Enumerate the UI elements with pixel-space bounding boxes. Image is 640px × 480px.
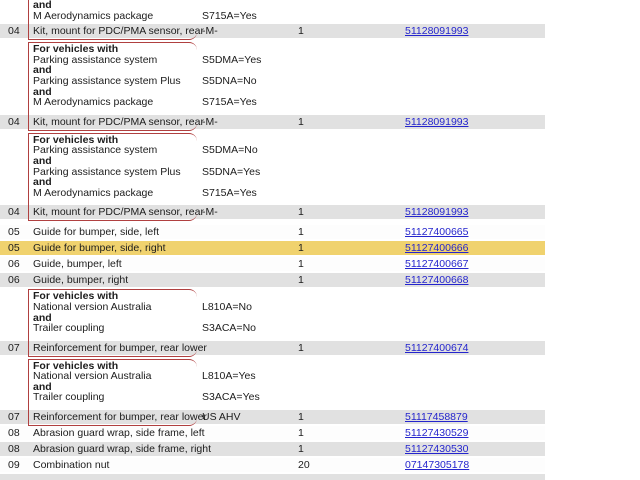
part-description: Guide for bumper, side, left [33, 226, 160, 239]
condition-line [0, 323, 545, 334]
part-description: Kit, mount for PDC/PMA sensor, rear [33, 115, 204, 128]
part-number-cell [405, 274, 545, 286]
condition-line [0, 76, 545, 87]
condition-code: S5DNA=Yes [202, 165, 261, 178]
part-code: -M- [202, 25, 218, 38]
alternative-parts-group [0, 42, 545, 131]
item-number: 08 [8, 427, 20, 440]
condition-code: S5DNA=No [202, 74, 257, 87]
item-number: 04 [8, 25, 20, 38]
part-number-link[interactable]: 51117458879 [405, 411, 468, 424]
table-row[interactable] [0, 341, 545, 355]
part-number-link[interactable]: 07147305178 [405, 459, 470, 472]
part-quantity: 1 [298, 427, 304, 440]
alternative-parts-group [0, 0, 545, 40]
item-number: 07 [8, 411, 20, 424]
part-number-cell [405, 411, 545, 423]
part-code: -M- [202, 206, 218, 219]
part-number-link[interactable]: 51127400665 [405, 226, 469, 239]
part-number-cell [405, 342, 545, 354]
condition-line [0, 167, 545, 178]
table-row[interactable] [0, 458, 545, 472]
part-description: Kit, mount for PDC/PMA sensor, rear [33, 25, 204, 38]
part-number-cell [405, 258, 545, 270]
part-description: Guide, bumper, right [33, 274, 129, 287]
part-number-cell [405, 226, 545, 238]
condition-line [0, 188, 545, 199]
part-quantity: 1 [298, 443, 304, 456]
part-quantity: 1 [298, 25, 304, 38]
condition-line [0, 371, 545, 382]
condition-code: S3ACA=Yes [202, 391, 260, 404]
part-description: Combination nut [33, 459, 110, 472]
item-number: 05 [8, 226, 20, 239]
condition-code: S5DMA=Yes [202, 53, 262, 66]
condition-and-label: and [33, 85, 52, 98]
part-description: Reinforcement for bumper, rear lower [33, 411, 207, 424]
part-number-cell [405, 206, 545, 218]
part-quantity: 1 [298, 258, 304, 271]
item-number: 08 [8, 443, 20, 456]
conditions-header: For vehicles with [33, 133, 119, 146]
part-quantity: 20 [298, 459, 310, 472]
part-number-link[interactable]: 51127400667 [405, 258, 469, 271]
condition-and-label: and [33, 176, 52, 189]
part-description: Guide for bumper, side, right [33, 242, 166, 255]
alternative-parts-group [0, 133, 545, 222]
condition-code: L810A=Yes [202, 370, 256, 383]
part-number-cell [405, 116, 545, 128]
part-number-cell [405, 427, 545, 439]
condition-name: Parking assistance system Plus [33, 165, 181, 178]
condition-name: M Aerodynamics package [33, 9, 154, 22]
part-description: Kit, mount for PDC/PMA sensor, rear [33, 206, 204, 219]
part-number-cell [405, 242, 545, 254]
condition-and-label: and [33, 311, 52, 324]
item-number: 04 [8, 115, 20, 128]
part-number-link[interactable]: 51127400674 [405, 341, 469, 354]
condition-code: S3ACA=No [202, 322, 256, 335]
part-description: Guide, bumper, left [33, 258, 122, 271]
item-number: 09 [8, 459, 20, 472]
conditions-block [0, 289, 545, 340]
alternative-parts-group [0, 359, 545, 426]
table-row[interactable] [0, 273, 545, 287]
part-quantity: 1 [298, 274, 304, 287]
condition-name: Parking assistance system [33, 144, 158, 157]
item-number: 06 [8, 258, 20, 271]
part-number-link[interactable]: 51127400668 [405, 274, 469, 287]
table-row[interactable] [0, 426, 545, 440]
conditions-block [0, 0, 545, 24]
part-number-link[interactable]: 51128091993 [405, 115, 469, 128]
condition-name: National version Australia [33, 300, 152, 313]
condition-and-label: and [33, 154, 52, 167]
table-row[interactable] [0, 24, 545, 38]
condition-code: L810A=No [202, 300, 252, 313]
condition-code: S715A=Yes [202, 186, 257, 199]
conditions-block [0, 359, 545, 410]
part-code: -M- [202, 115, 218, 128]
part-description: Reinforcement for bumper, rear lower [33, 341, 207, 354]
condition-name: Parking assistance system Plus [33, 74, 181, 87]
part-number-cell [405, 25, 545, 37]
table-row[interactable] [0, 225, 545, 239]
condition-code: S5DMA=No [202, 144, 258, 157]
conditions-header: For vehicles with [33, 43, 119, 56]
condition-name: National version Australia [33, 370, 152, 383]
table-row[interactable] [0, 410, 545, 424]
condition-name: Trailer coupling [33, 391, 105, 404]
part-quantity: 1 [298, 411, 304, 424]
part-quantity: 1 [298, 242, 304, 255]
item-number: 05 [8, 242, 20, 255]
item-number: 06 [8, 274, 20, 287]
condition-code: S715A=Yes [202, 9, 257, 22]
part-quantity: 1 [298, 115, 304, 128]
part-description: Abrasion guard wrap, side frame, left [33, 427, 205, 440]
part-quantity: 1 [298, 341, 304, 354]
part-description: Abrasion guard wrap, side frame, right [33, 443, 212, 456]
table-row[interactable] [0, 442, 545, 456]
condition-name: M Aerodynamics package [33, 186, 154, 199]
part-quantity: 1 [298, 206, 304, 219]
condition-line [0, 145, 545, 156]
conditions-block [0, 133, 545, 206]
condition-and-label: and [33, 0, 52, 11]
condition-line [0, 392, 545, 403]
condition-and-label: and [33, 64, 52, 77]
condition-line [0, 302, 545, 313]
part-quantity: 1 [298, 226, 304, 239]
part-number-cell [405, 459, 545, 471]
part-number-link[interactable]: 51128091993 [405, 25, 469, 38]
alternative-parts-group [0, 289, 545, 356]
table-row[interactable] [0, 257, 545, 271]
conditions-header: For vehicles with [33, 359, 119, 372]
table-row[interactable] [0, 205, 545, 219]
condition-name: Trailer coupling [33, 322, 105, 335]
condition-and-label: and [33, 380, 52, 393]
part-number-link[interactable]: 51127400666 [405, 242, 469, 255]
condition-line [0, 55, 545, 66]
table-row-selected[interactable] [0, 241, 545, 255]
condition-code: S715A=Yes [202, 96, 257, 109]
table-row[interactable] [0, 115, 545, 129]
conditions-header: For vehicles with [33, 290, 119, 303]
part-number-cell [405, 443, 545, 455]
part-number-link[interactable]: 51127430530 [405, 443, 469, 456]
condition-name: Parking assistance system [33, 53, 158, 66]
condition-line [0, 97, 545, 108]
item-number: 04 [8, 206, 20, 219]
part-code: US AHV [202, 411, 241, 424]
condition-name: M Aerodynamics package [33, 96, 154, 109]
item-number: 07 [8, 341, 20, 354]
part-number-link[interactable]: 51128091993 [405, 206, 469, 219]
conditions-block [0, 42, 545, 115]
part-number-link[interactable]: 51127430529 [405, 427, 469, 440]
table-row-partial[interactable] [0, 474, 545, 480]
condition-line [0, 11, 545, 22]
